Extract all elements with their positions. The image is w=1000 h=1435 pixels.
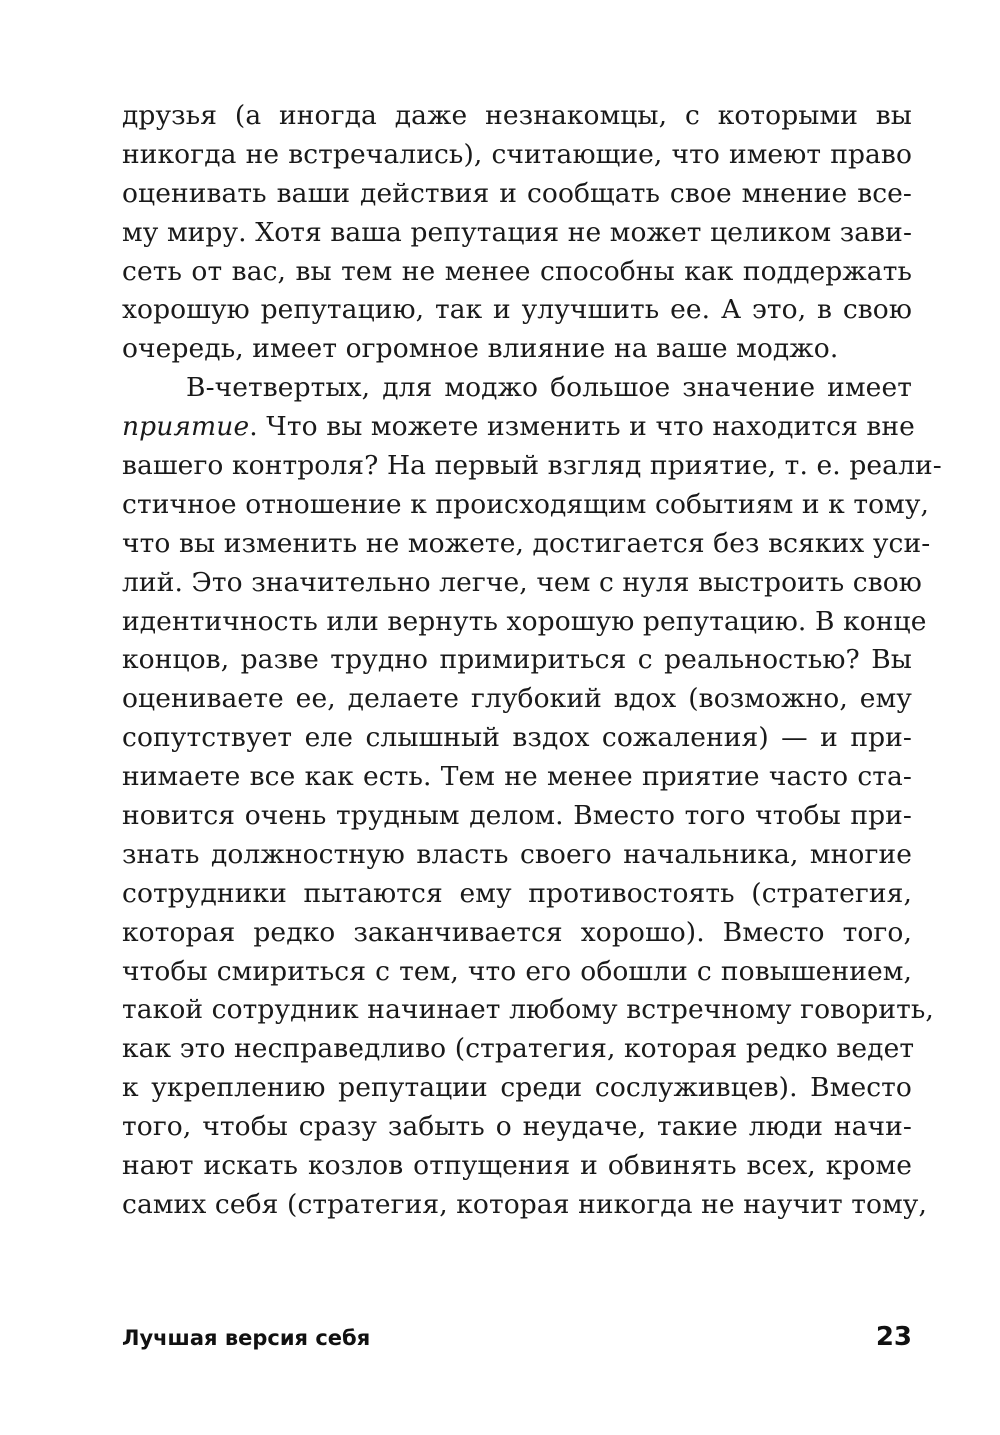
text-line: нимаете все как есть. Тем не менее приятие часто ста- [122,761,912,793]
text-line-rest: . Что вы можете изменить и что находится вне [249,411,915,443]
text-line: такой сотрудник начинает любому встречному говорить, [122,994,934,1026]
text-line: к укреплению репутации среди сослуживцев). Вместо [122,1072,912,1104]
text-line: нают искать козлов отпущения и обвинять всех, кроме [122,1150,912,1182]
text-line: стичное отношение к происходящим событиям и к тому, [122,488,930,520]
text-line-with-italic [122,408,915,447]
text-line: концов, разве трудно примириться с реальностью? Вы [122,644,912,676]
running-title: Лучшая версия себя [122,1326,371,1350]
text-line: лий. Это значительно легче, чем с нуля выстроить свою [122,566,922,598]
text-line: друзья (а иногда даже незнакомцы, с которыми вы [122,100,912,131]
page-footer [122,1322,912,1358]
text-line: сотрудники пытаются ему противостоять (стратегия, [122,877,912,909]
text-line: чтобы смириться с тем, что его обошли с повышением, [122,955,912,987]
body-text [122,97,942,1225]
italic-term: приятие [122,411,250,443]
text-line: оцениваете ее, делаете глубокий вдох (возможно, ему [122,683,912,715]
text-line: вашего контроля? На первый взгляд приятие, т. е. реали- [122,450,942,482]
text-line: новится очень трудным делом. Вместо того чтобы при- [122,800,912,832]
text-line: сеть от вас, вы тем не менее способны как поддержать [122,255,912,287]
text-line: того, чтобы сразу забыть о неудаче, такие люди начи- [122,1111,912,1143]
text-line: знать должностную власть своего начальника, многие [122,838,912,870]
text-line: как это несправедливо (стратегия, которая редко ведет [122,1033,915,1065]
text-line: оценивать ваши действия и сообщать свое мнение все- [122,177,912,209]
text-line: которая редко заканчивается хорошо). Вместо того, [122,916,912,948]
text-line: идентичность или вернуть хорошую репутацию. В конце [122,605,927,637]
text-line: сопутствует еле слышный вздох сожаления) — и при- [122,722,912,754]
text-line: хорошую репутацию, так и улучшить ее. А это, в свою [122,294,912,326]
page-number: 23 [875,1322,912,1352]
text-line: самих себя (стратегия, которая никогда не научит тому, [122,1188,927,1220]
text-line: очередь, имеет огромное влияние на ваше моджо. [122,333,839,365]
text-line: му миру. Хотя ваша репутация не может целиком зави- [122,216,912,248]
text-line: никогда не встречались), считающие, что имеют право [122,138,912,170]
paragraph-first-line: В-четвертых, для моджо большое значение имеет [186,372,912,404]
text-line: что вы изменить не можете, достигается без всяких уси- [122,527,931,559]
